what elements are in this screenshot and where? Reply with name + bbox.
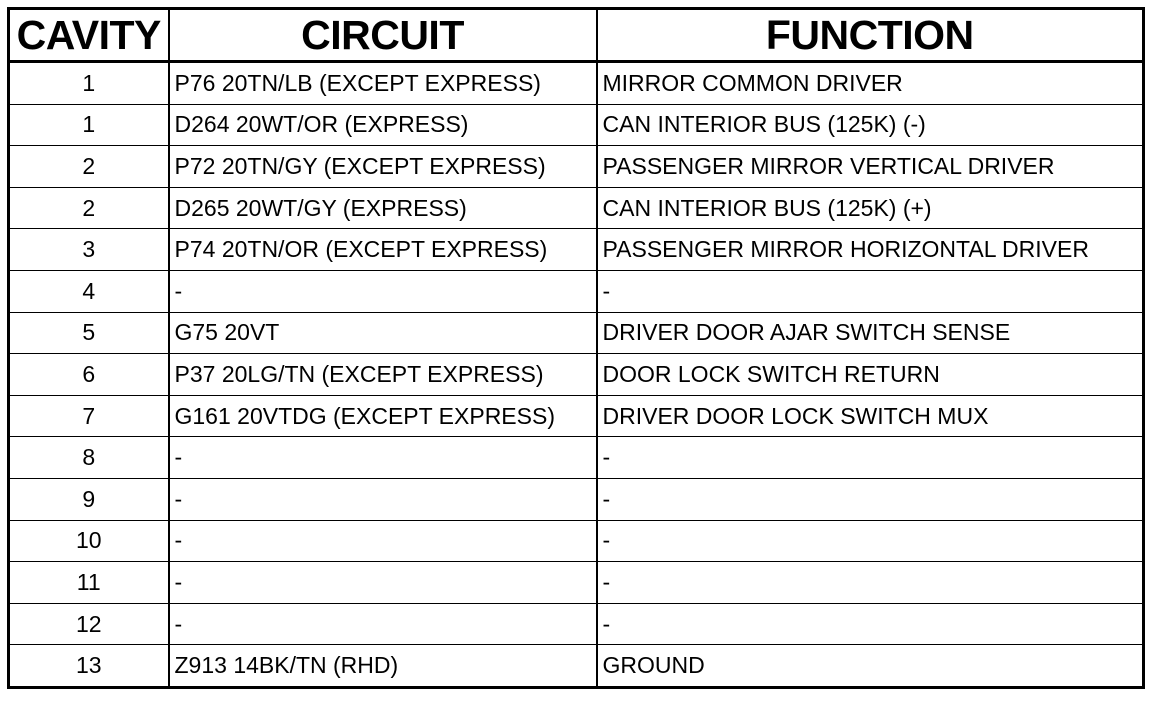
circuit-cell: - [169,437,597,479]
function-cell: DOOR LOCK SWITCH RETURN [597,354,1144,396]
cavity-cell: 2 [9,187,169,229]
table-row [9,395,1144,437]
table-row [9,478,1144,520]
function-cell: DRIVER DOOR AJAR SWITCH SENSE [597,312,1144,354]
function-cell: - [597,270,1144,312]
function-cell: CAN INTERIOR BUS (125K) (+) [597,187,1144,229]
circuit-cell: - [169,270,597,312]
cavity-cell: 4 [9,270,169,312]
table-header-row [9,9,1144,62]
function-cell: - [597,603,1144,645]
table-row [9,603,1144,645]
circuit-cell: - [169,478,597,520]
column-header-function: FUNCTION [597,9,1144,62]
table-row [9,62,1144,105]
circuit-cell: G161 20VTDG (EXCEPT EXPRESS) [169,395,597,437]
function-cell: - [597,478,1144,520]
circuit-cell: P37 20LG/TN (EXCEPT EXPRESS) [169,354,597,396]
cavity-cell: 3 [9,229,169,271]
cavity-cell: 11 [9,562,169,604]
cavity-cell: 7 [9,395,169,437]
circuit-cell: P72 20TN/GY (EXCEPT EXPRESS) [169,146,597,188]
table-row [9,104,1144,146]
cavity-cell: 5 [9,312,169,354]
circuit-cell: - [169,562,597,604]
column-header-circuit: CIRCUIT [169,9,597,62]
cavity-cell: 1 [9,104,169,146]
table-row [9,187,1144,229]
cavity-cell: 8 [9,437,169,479]
function-cell: PASSENGER MIRROR HORIZONTAL DRIVER [597,229,1144,271]
table-row [9,562,1144,604]
table-row [9,520,1144,562]
function-cell: - [597,520,1144,562]
function-cell: CAN INTERIOR BUS (125K) (-) [597,104,1144,146]
cavity-cell: 2 [9,146,169,188]
function-cell: GROUND [597,645,1144,688]
function-cell: - [597,562,1144,604]
circuit-cell: D265 20WT/GY (EXPRESS) [169,187,597,229]
connector-pinout-table [7,7,1145,689]
circuit-cell: Z913 14BK/TN (RHD) [169,645,597,688]
table-row [9,354,1144,396]
cavity-cell: 12 [9,603,169,645]
circuit-cell: - [169,520,597,562]
circuit-cell: - [169,603,597,645]
cavity-cell: 10 [9,520,169,562]
table-row [9,229,1144,271]
cavity-cell: 1 [9,62,169,105]
table-row [9,312,1144,354]
circuit-cell: D264 20WT/OR (EXPRESS) [169,104,597,146]
table-row [9,146,1144,188]
function-cell: DRIVER DOOR LOCK SWITCH MUX [597,395,1144,437]
circuit-cell: P76 20TN/LB (EXCEPT EXPRESS) [169,62,597,105]
circuit-cell: G75 20VT [169,312,597,354]
column-header-cavity: CAVITY [9,9,169,62]
circuit-cell: P74 20TN/OR (EXCEPT EXPRESS) [169,229,597,271]
function-cell: MIRROR COMMON DRIVER [597,62,1144,105]
table-row [9,437,1144,479]
table-row [9,645,1144,688]
cavity-cell: 13 [9,645,169,688]
table-row [9,270,1144,312]
function-cell: - [597,437,1144,479]
cavity-cell: 9 [9,478,169,520]
cavity-cell: 6 [9,354,169,396]
function-cell: PASSENGER MIRROR VERTICAL DRIVER [597,146,1144,188]
